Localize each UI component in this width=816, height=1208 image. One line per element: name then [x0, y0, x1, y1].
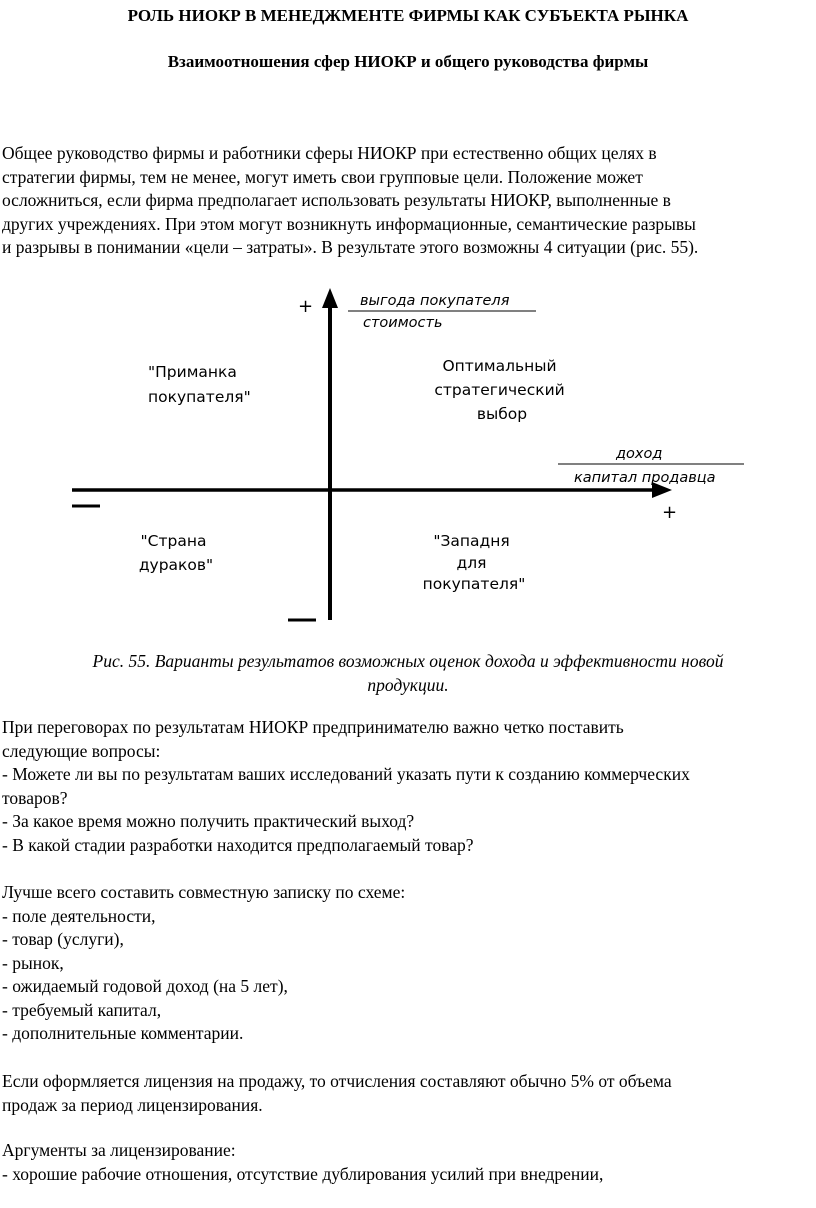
paragraph-line: других учреждениях. При этом могут возникнуть информационные, семантические разрывы: [2, 213, 696, 234]
intro-paragraph: [2, 142, 814, 260]
quadrant-bottom-left-label: "Страна дураков": [138, 532, 214, 574]
paragraph-line: стратегии фирмы, тем не менее, могут иметь свои групповые цели. Положение может: [2, 166, 643, 187]
figure-caption: [0, 649, 816, 697]
paragraph-line: Общее руководство фирмы и работники сферы НИОКР при естественно общих целях в: [2, 143, 657, 163]
paragraph-line: - Можете ли вы по результатам ваших исследований указать пути к созданию коммерческих: [2, 764, 690, 784]
arguments-paragraph: [2, 1139, 814, 1186]
quadrant-diagram: [60, 278, 760, 636]
paragraph-line: Аргументы за лицензирование:: [2, 1140, 236, 1160]
x-axis-label-top: доход: [616, 446, 663, 462]
paragraph-line: - В какой стадии разработки находится предполагаемый товар?: [2, 834, 474, 855]
caption-line: Рис. 55. Варианты результатов возможных оценок дохода и эффективности новой: [92, 651, 724, 671]
list-item: - хорошие рабочие отношения, отсутствие дублирования усилий при внедрении,: [2, 1163, 604, 1184]
paragraph-line: товаров?: [2, 787, 68, 808]
license-paragraph: [2, 1070, 814, 1117]
list-item: - требуемый капитал,: [2, 999, 162, 1020]
paragraph-line: и разрывы в понимании «цели – затраты». В результате этого возможны 4 ситуации (рис. 55).: [2, 237, 699, 257]
list-item: - товар (услуги),: [2, 929, 124, 949]
vertical-axis-arrow: [322, 288, 338, 308]
quadrant-bottom-right-label: "Западня для покупателя": [422, 532, 526, 593]
paragraph-line: - За какое время можно получить практический выход?: [2, 811, 415, 831]
paragraph-line: Если оформляется лицензия на продажу, то отчисления составляют обычно 5% от объема: [2, 1071, 672, 1091]
y-axis-label-top: выгода покупателя: [360, 293, 510, 309]
paragraph-line: продаж за период лицензирования.: [2, 1094, 263, 1115]
quadrant-top-right-label: Оптимальный стратегический выбор: [434, 357, 565, 423]
x-axis-label-bottom: капитал продавца: [574, 470, 716, 486]
list-item: - ожидаемый годовой доход (на 5 лет),: [2, 976, 288, 996]
plus-right-sign: +: [662, 502, 678, 523]
plus-top-sign: +: [298, 296, 314, 317]
list-item: - дополнительные комментарии.: [2, 1023, 244, 1043]
paragraph-line: При переговорах по результатам НИОКР предпринимателю важно четко поставить: [2, 717, 624, 737]
caption-line: продукции.: [367, 675, 449, 695]
document-title: РОЛЬ НИОКР В МЕНЕДЖМЕНТЕ ФИРМЫ КАК СУБЪЕКТА РЫНКА: [127, 6, 689, 25]
questions-paragraph: [2, 716, 814, 857]
list-item: - рынок,: [2, 952, 64, 973]
list-item: - поле деятельности,: [2, 905, 156, 926]
memo-paragraph: [2, 881, 814, 1046]
y-axis-label-bottom: стоимость: [363, 315, 443, 331]
paragraph-line: Лучше всего составить совместную записку по схеме:: [2, 882, 406, 902]
paragraph-line: осложниться, если фирма предполагает использовать результаты НИОКР, выполненные в: [2, 190, 671, 210]
paragraph-line: следующие вопросы:: [2, 740, 161, 761]
quadrant-top-left-label: "Приманка покупателя": [148, 363, 251, 406]
section-subtitle: Взаимоотношения сфер НИОКР и общего руководства фирмы: [167, 52, 649, 71]
